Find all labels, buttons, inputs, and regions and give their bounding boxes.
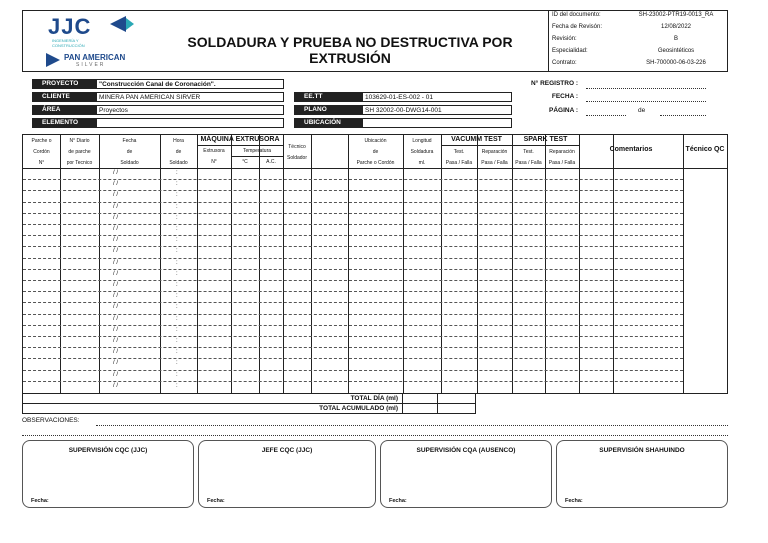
table-row[interactable] bbox=[23, 347, 683, 348]
table-row[interactable] bbox=[23, 325, 683, 326]
signature-date-label: Fecha: bbox=[565, 498, 583, 504]
table-column-divider bbox=[311, 135, 312, 393]
table-row[interactable] bbox=[23, 190, 683, 191]
date-cell[interactable]: / / bbox=[113, 270, 119, 277]
signature-title: JEFE CQC (JJC) bbox=[261, 447, 313, 454]
area-label: ÁREA bbox=[32, 105, 96, 115]
doc-info-row bbox=[552, 48, 726, 59]
pagina-field[interactable] bbox=[586, 114, 626, 116]
header-fecha-line: Fecha bbox=[122, 138, 137, 144]
date-cell[interactable]: / / bbox=[113, 237, 119, 244]
welding-table bbox=[22, 134, 728, 394]
time-cell[interactable]: : bbox=[176, 360, 178, 367]
pan-american-logo-sub: SILVER bbox=[76, 62, 106, 68]
table-group-divider bbox=[231, 156, 283, 157]
time-cell[interactable]: : bbox=[176, 382, 178, 389]
header-fecha bbox=[99, 138, 160, 171]
time-cell[interactable]: : bbox=[176, 226, 178, 232]
table-column-divider bbox=[60, 135, 61, 393]
header-spark: SPARK TEST bbox=[523, 136, 568, 143]
cliente-field[interactable]: MINERA PAN AMERICAN SIRVER bbox=[96, 92, 284, 102]
table-row[interactable] bbox=[23, 235, 683, 236]
header-extrusora-line: N° bbox=[211, 159, 217, 165]
time-cell[interactable]: : bbox=[176, 282, 178, 288]
header-tecnico-qc: Técnico QC bbox=[685, 146, 725, 153]
table-column-divider bbox=[683, 135, 684, 393]
header-spk-rep bbox=[545, 149, 579, 171]
signature-title: SUPERVISIÓN CQA (AUSENCO) bbox=[416, 447, 516, 454]
table-row[interactable] bbox=[23, 381, 683, 382]
table-row[interactable] bbox=[23, 314, 683, 315]
time-cell[interactable]: : bbox=[176, 315, 178, 322]
header-diario-line: de parche bbox=[68, 149, 91, 155]
header-tecnico-line: Soldador bbox=[286, 155, 307, 161]
table-row[interactable] bbox=[23, 302, 683, 303]
table-row[interactable] bbox=[23, 179, 683, 180]
date-cell[interactable]: / / bbox=[113, 248, 119, 255]
date-cell[interactable]: / / bbox=[113, 326, 119, 333]
header-diario-line: N° Diario bbox=[69, 138, 90, 144]
plano-field[interactable]: SH 32002-00-DWG14-001 bbox=[362, 105, 512, 115]
header-longitud-line: Longitud bbox=[412, 138, 432, 144]
time-cell[interactable]: : bbox=[176, 304, 178, 311]
doc-info-label: Contrato: bbox=[552, 60, 577, 66]
observaciones-label: OBSERVACIONES: bbox=[22, 417, 80, 424]
table-row[interactable] bbox=[23, 213, 683, 214]
table-row[interactable] bbox=[23, 291, 683, 292]
table-row[interactable] bbox=[23, 202, 683, 203]
doc-info-label: Revisión: bbox=[552, 36, 577, 42]
date-cell[interactable]: / / bbox=[113, 304, 119, 311]
signature-box-cqa[interactable] bbox=[380, 440, 552, 508]
doc-info-label: Especialidad: bbox=[552, 48, 588, 54]
pagina-label: PÁGINA : bbox=[548, 107, 578, 114]
date-cell[interactable]: / / bbox=[113, 360, 119, 367]
area-field[interactable]: Proyectos bbox=[96, 105, 284, 115]
header-spk-rep-line: Pasa / Falla bbox=[548, 160, 576, 166]
de-label: de bbox=[638, 107, 646, 114]
table-column-divider bbox=[441, 135, 442, 393]
date-cell[interactable]: / / bbox=[113, 181, 119, 188]
time-cell[interactable]: : bbox=[176, 248, 178, 255]
time-cell[interactable]: : bbox=[176, 214, 178, 221]
header-fecha-line: de bbox=[126, 149, 133, 155]
table-row[interactable] bbox=[23, 336, 683, 337]
time-cell[interactable]: : bbox=[176, 338, 178, 344]
header-diario-line: por Tecnico bbox=[66, 160, 93, 166]
cliente-label: CLIENTE bbox=[32, 92, 96, 102]
time-cell[interactable]: : bbox=[176, 270, 178, 277]
date-cell[interactable]: / / bbox=[113, 192, 119, 199]
table-row[interactable] bbox=[23, 258, 683, 259]
date-cell[interactable]: / / bbox=[113, 349, 119, 356]
date-cell[interactable]: / / bbox=[113, 382, 119, 389]
ubicacion-field[interactable] bbox=[362, 118, 512, 128]
signature-date-label: Fecha: bbox=[389, 498, 407, 504]
header-ubicacion bbox=[348, 138, 403, 171]
pagina-total-field[interactable] bbox=[660, 114, 706, 116]
jjc-logo-accent-icon bbox=[126, 18, 134, 30]
time-cell[interactable]: : bbox=[176, 181, 178, 188]
table-column-divider bbox=[283, 135, 284, 393]
time-cell[interactable]: : bbox=[176, 237, 178, 244]
signature-date-label: Fecha: bbox=[31, 498, 49, 504]
table-row[interactable] bbox=[23, 358, 683, 359]
date-cell[interactable]: / / bbox=[113, 259, 119, 266]
doc-info-value: B bbox=[673, 36, 678, 42]
total-acum-value[interactable] bbox=[402, 403, 438, 414]
header-vac-test-line: Test. bbox=[453, 149, 465, 155]
header-longitud bbox=[403, 138, 441, 171]
header-temp-c: °C bbox=[242, 159, 248, 165]
table-row[interactable] bbox=[23, 246, 683, 247]
time-cell[interactable]: : bbox=[176, 349, 178, 356]
header-spk-test-line: Pasa / Falla bbox=[515, 160, 542, 166]
eett-field[interactable]: 103629-01-ES-002 - 01 bbox=[362, 92, 512, 102]
doc-info-row bbox=[552, 24, 726, 35]
signature-box-cqc[interactable] bbox=[22, 440, 194, 508]
header-extrusora bbox=[197, 148, 231, 170]
time-cell[interactable]: : bbox=[176, 192, 178, 199]
document-info bbox=[548, 10, 728, 72]
table-column-divider bbox=[99, 135, 100, 393]
table-column-divider bbox=[512, 135, 513, 393]
header-vac-rep-line: Pasa / Falla bbox=[481, 160, 508, 166]
header-parche bbox=[23, 138, 60, 171]
header-parche-line: N° bbox=[38, 160, 45, 166]
date-cell[interactable]: / / bbox=[113, 226, 119, 232]
date-cell[interactable]: / / bbox=[113, 170, 119, 176]
fecha-label: FECHA : bbox=[551, 93, 578, 100]
header-longitud-line: ml. bbox=[418, 160, 426, 166]
date-cell[interactable]: / / bbox=[113, 371, 119, 378]
time-cell[interactable]: : bbox=[176, 326, 178, 333]
header-tecnico-line: Técnico bbox=[288, 144, 306, 150]
header-spk-test-line: Test. bbox=[523, 149, 534, 155]
elemento-field[interactable] bbox=[96, 118, 284, 128]
header-longitud-line: Soldadura bbox=[410, 149, 434, 155]
signature-box-jefe[interactable] bbox=[198, 440, 376, 508]
header-tecnico bbox=[283, 144, 311, 166]
time-cell[interactable]: : bbox=[176, 293, 178, 300]
registro-field[interactable] bbox=[586, 87, 706, 89]
header-ubicacion-line: de bbox=[372, 149, 379, 155]
time-cell[interactable]: : bbox=[176, 371, 178, 378]
signature-date-label: Fecha: bbox=[207, 498, 225, 504]
header-hora-line: de bbox=[175, 149, 182, 155]
proyecto-label: PROYECTO bbox=[32, 79, 96, 89]
header-ubicacion-line: Parche o Cordón bbox=[356, 160, 395, 166]
header-vac-test bbox=[441, 149, 477, 171]
pan-american-logo: PAN AMERICAN bbox=[64, 53, 126, 62]
registro-label: N° REGISTRO : bbox=[530, 80, 578, 87]
table-column-divider bbox=[348, 135, 349, 393]
header-vac-test-line: Pasa / Falla bbox=[445, 160, 473, 166]
fecha-field[interactable] bbox=[586, 100, 706, 102]
header-parche-line: Cordón bbox=[33, 149, 50, 155]
date-cell[interactable]: / / bbox=[113, 214, 119, 221]
header-maquina: MÁQUINA EXTRUSORA bbox=[200, 136, 280, 143]
ubicacion-label: UBICACIÓN bbox=[294, 118, 362, 128]
header-vacumm: VACUMM TEST bbox=[451, 136, 502, 143]
table-group-divider bbox=[197, 145, 283, 146]
jjc-logo-arrow-icon bbox=[110, 16, 126, 32]
header-hora-line: Soldado bbox=[169, 160, 188, 166]
header-vac-rep bbox=[477, 149, 512, 171]
elemento-label: ELEMENTO bbox=[32, 118, 96, 128]
doc-info-value: SH-23002-PTR19-0013_RA bbox=[638, 12, 714, 18]
total-dia-label: TOTAL DÍA (ml) bbox=[350, 395, 398, 402]
doc-info-label: ID del documento: bbox=[552, 12, 601, 18]
table-column-divider bbox=[545, 135, 546, 393]
table-group-divider bbox=[441, 145, 512, 146]
table-row[interactable] bbox=[23, 370, 683, 371]
table-column-divider bbox=[231, 135, 232, 393]
header-temp-ac: A.C. bbox=[266, 159, 276, 165]
doc-info-row bbox=[552, 36, 726, 47]
header-diario bbox=[60, 138, 99, 171]
header-vac-rep-line: Reparación bbox=[481, 149, 508, 155]
header-hora bbox=[160, 138, 197, 171]
table-row[interactable] bbox=[23, 224, 683, 225]
table-column-divider bbox=[579, 135, 580, 393]
header-comentarios: Comentarios bbox=[609, 146, 653, 153]
table-column-divider bbox=[197, 135, 198, 393]
date-cell[interactable]: / / bbox=[113, 315, 119, 322]
date-cell[interactable]: / / bbox=[113, 282, 119, 288]
pan-american-logo-icon bbox=[46, 53, 60, 67]
header-extrusora-line: Extrusora bbox=[203, 148, 225, 154]
jjc-logo: JJC bbox=[48, 14, 92, 39]
header-temperatura: Temperatura bbox=[242, 148, 272, 154]
table-column-divider bbox=[477, 135, 478, 393]
doc-info-row bbox=[552, 12, 726, 23]
proyecto-field[interactable]: "Construcción Canal de Coronación". bbox=[96, 79, 284, 89]
header-parche-line: Parche o bbox=[31, 138, 52, 144]
time-cell[interactable]: : bbox=[176, 203, 178, 210]
jjc-logo-subtitle: INGENIERÍA Y CONSTRUCCIÓN bbox=[52, 38, 85, 48]
table-row[interactable] bbox=[23, 280, 683, 281]
doc-info-label: Fecha de Revisón: bbox=[552, 24, 603, 30]
signature-box-shahuindo[interactable] bbox=[556, 440, 728, 508]
time-cell[interactable]: : bbox=[176, 170, 178, 176]
page-title: SOLDADURA Y PRUEBA NO DESTRUCTIVA POR EXTRUSIÓN bbox=[187, 34, 513, 66]
table-row[interactable] bbox=[23, 269, 683, 270]
signature-title: SUPERVISIÓN CQC (JJC) bbox=[68, 447, 148, 454]
date-cell[interactable]: / / bbox=[113, 203, 119, 210]
doc-info-value: SH-700000-06-03-226 bbox=[646, 60, 706, 66]
table-column-divider bbox=[613, 135, 614, 393]
total-acum-label: TOTAL ACUMULADO (ml) bbox=[319, 405, 398, 412]
header-fecha-line: Soldado bbox=[120, 160, 139, 166]
header-spk-rep-line: Reparación bbox=[549, 149, 575, 155]
doc-info-row bbox=[552, 60, 726, 71]
header-ubicacion-line: Ubicación bbox=[364, 138, 387, 144]
time-cell[interactable]: : bbox=[176, 259, 178, 266]
header-hora-line: Hora bbox=[173, 138, 184, 144]
table-column-divider bbox=[259, 135, 260, 393]
table-column-divider bbox=[160, 135, 161, 393]
eett-label: EE.TT bbox=[294, 92, 362, 102]
observaciones-line[interactable] bbox=[96, 424, 728, 426]
signature-title: SUPERVISIÓN SHAHUINDO bbox=[599, 447, 685, 454]
doc-info-value: Geosintéticos bbox=[657, 48, 695, 54]
table-column-divider bbox=[403, 135, 404, 393]
header-spk-test bbox=[512, 149, 545, 171]
date-cell[interactable]: / / bbox=[113, 293, 119, 300]
observaciones-line[interactable] bbox=[22, 434, 728, 436]
table-group-divider bbox=[512, 145, 579, 146]
plano-label: PLANO bbox=[294, 105, 362, 115]
date-cell[interactable]: / / bbox=[113, 338, 119, 344]
doc-info-value: 12/08/2022 bbox=[660, 24, 692, 30]
